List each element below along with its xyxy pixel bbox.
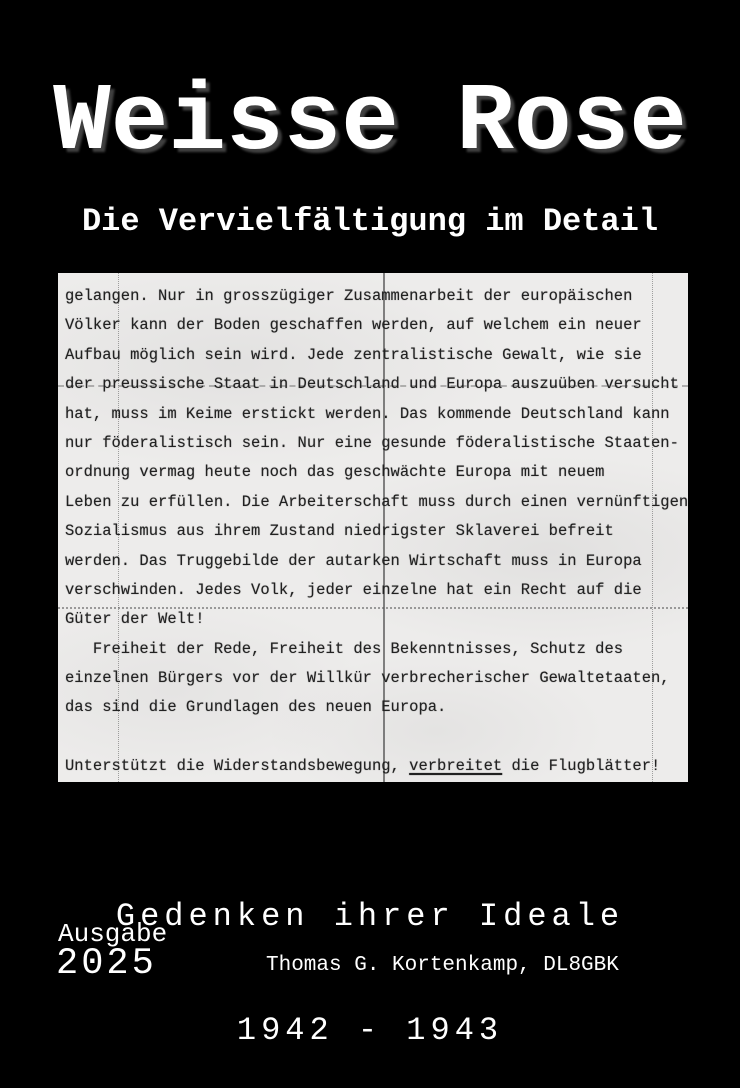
author-credit: Thomas G. Kortenkamp, DL8GBK	[266, 954, 619, 977]
leaflet-line: hat, muss im Keime erstickt werden. Das kommende Deutschland kann	[65, 404, 670, 423]
leaflet-blank-line	[65, 723, 688, 752]
closing-line-prefix: Unterstützt die Widerstandsbewegung,	[65, 757, 410, 776]
memorial-line1: Gedenken ihrer Ideale	[115, 898, 625, 935]
leaflet-closing-line	[65, 752, 688, 781]
edition-label: Ausgabe	[58, 919, 168, 949]
leaflet-line: verschwinden. Jedes Volk, jeder einzelne hat ein Recht auf die	[65, 580, 642, 599]
leaflet-scan	[58, 273, 688, 782]
closing-line-underlined-word: verbreitet	[409, 757, 503, 776]
leaflet-line: einzelnen Bürgers vor der Willkür verbrecherischer Gewaltetaaten,	[65, 669, 670, 688]
leaflet-line: der preussische Staat in Deutschland und Europa auszuüben versucht	[65, 375, 679, 394]
leaflet-line: Völker kann der Boden geschaffen werden, auf welchem ein neuer	[65, 316, 642, 335]
leaflet-line: werden. Das Truggebilde der autarken Wirtschaft muss in Europa	[65, 551, 642, 570]
leaflet-text	[58, 273, 688, 782]
leaflet-line: Freiheit der Rede, Freiheit des Bekenntnisses, Schutz des	[65, 639, 624, 658]
leaflet-line: ordnung vermag heute noch das geschwächte Europa mit neuem	[65, 463, 605, 482]
leaflet-line: Leben zu erfüllen. Die Arbeiterschaft muss durch einen vernünftigen	[65, 492, 688, 511]
leaflet-line: das sind die Grundlagen des neuen Europa.	[65, 698, 447, 717]
memorial-line2: 1942 - 1943	[236, 1012, 504, 1049]
page-title: Weisse Rose	[53, 68, 687, 177]
page-subtitle: Die Vervielfältigung im Detail	[81, 203, 659, 240]
leaflet-line: Sozialismus aus ihrem Zustand niedrigster Sklaverei befreit	[65, 522, 614, 541]
leaflet-line: gelangen. Nur in grosszügiger Zusammenarbeit der europäischen	[65, 287, 633, 305]
closing-line-suffix: die Flugblätter!	[502, 757, 661, 776]
leaflet-line: Aufbau möglich sein wird. Jede zentralistische Gewalt, wie sie	[65, 345, 642, 364]
leaflet-line: nur föderalistisch sein. Nur eine gesunde föderalistische Staaten-	[65, 433, 679, 452]
leaflet-line: Güter der Welt!	[65, 610, 205, 629]
edition-year: 2025	[56, 943, 157, 985]
